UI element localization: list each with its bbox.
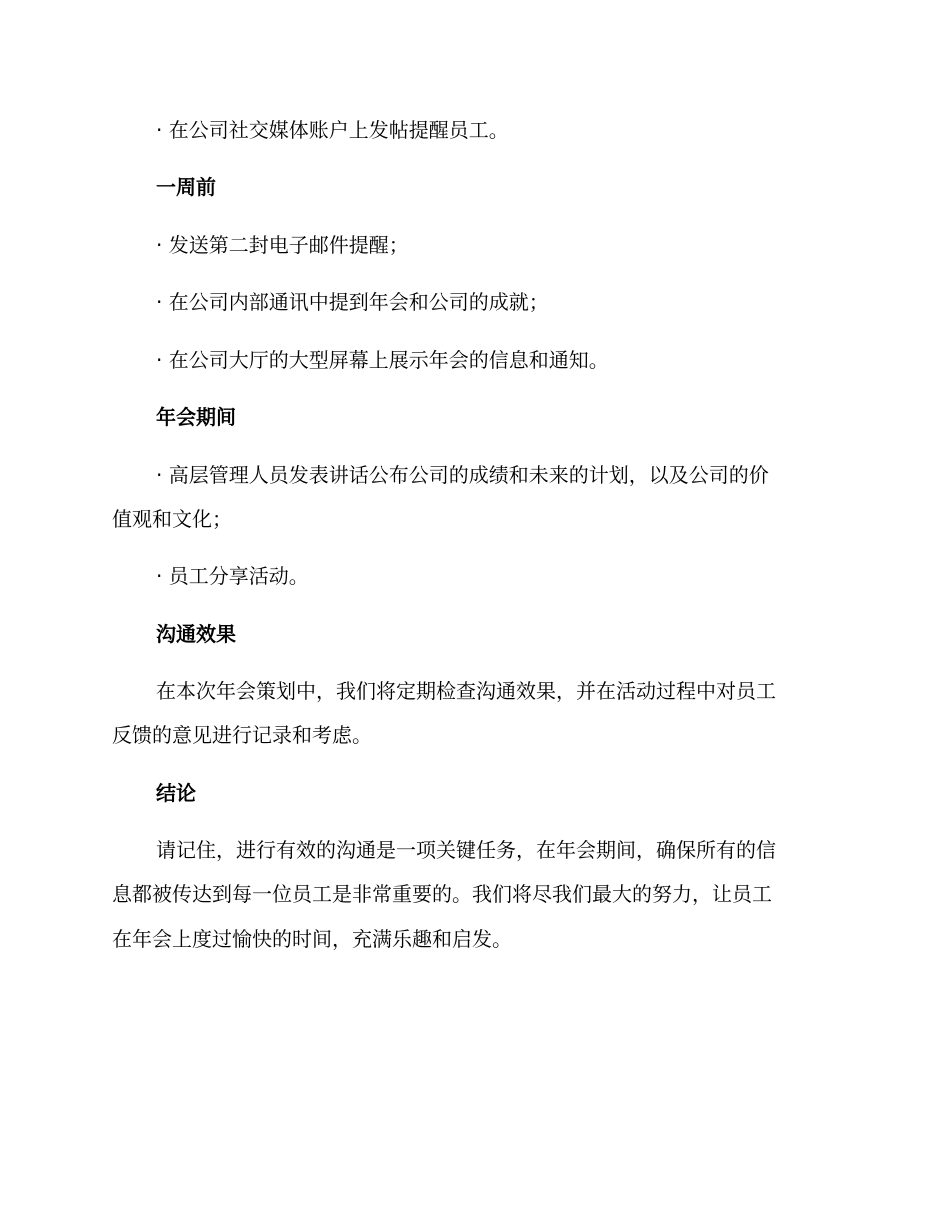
heading-one-week-before: 一周前 — [156, 175, 216, 199]
paragraph-communication-effect: 在本次年会策划中，我们将定期检查沟通效果，并在活动过程中对员工 — [156, 679, 776, 703]
bullet-social-media-post: · 在公司社交媒体账户上发帖提醒员工。 — [156, 118, 509, 142]
paragraph-conclusion: 请记住，进行有效的沟通是一项关键任务，在年会期间，确保所有的信 — [156, 838, 776, 862]
heading-communication-effect: 沟通效果 — [156, 622, 236, 646]
bullet-employee-sharing: · 员工分享活动。 — [156, 564, 309, 588]
paragraph-conclusion-line-2: 息都被传达到每一位员工是非常重要的。我们将尽我们最大的努力，让员工 — [112, 882, 772, 906]
paragraph-conclusion-line-3: 在年会上度过愉快的时间，充满乐趣和启发。 — [112, 927, 512, 951]
heading-during-annual-meeting: 年会期间 — [156, 405, 236, 429]
heading-conclusion: 结论 — [156, 781, 196, 805]
bullet-executive-speech: · 高层管理人员发表讲话公布公司的成绩和未来的计划，以及公司的价 — [156, 463, 769, 487]
bullet-lobby-screen: · 在公司大厅的大型屏幕上展示年会的信息和通知。 — [156, 348, 609, 372]
bullet-second-email: · 发送第二封电子邮件提醒； — [156, 233, 409, 257]
paragraph-communication-effect-continued: 反馈的意见进行记录和考虑。 — [112, 723, 372, 747]
bullet-internal-newsletter: · 在公司内部通讯中提到年会和公司的成就； — [156, 290, 549, 314]
bullet-executive-speech-continued: 值观和文化； — [112, 507, 232, 531]
